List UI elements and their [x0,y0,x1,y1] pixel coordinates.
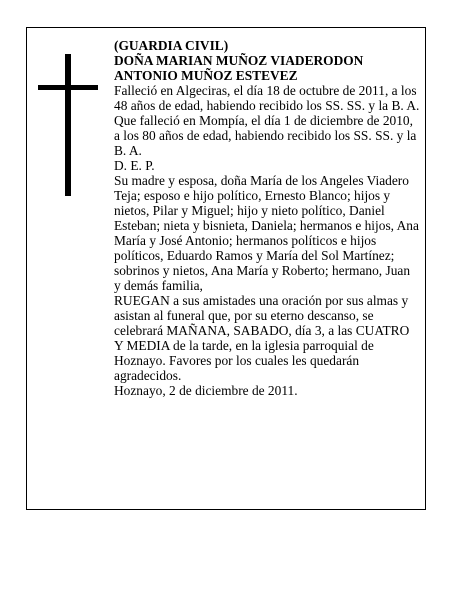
family-paragraph: Su madre y esposa, doña María de los Angeles Viadero Teja; esposo e hijo político, Ernesto Blanco; hijos y nietos, Pilar y Miguel; hijo y nieto político, Daniel Esteban; nieta y bisnieta, Daniela; hermanos e hijos, Ana María y José Antonio; hermanos políticos e hijos políticos, Eduardo Ramos y María del Sol Martínez; sobrinos y nietos, Ana María y Roberto; hermano, Juan y demás familia, [114,173,419,293]
rip-line: D. E. P. [114,158,155,173]
death-notice-1: Falleció en Algeciras, el día 18 de octubre de 2011, a los 48 años de edad, habiendo recibido los SS. SS. y la B. A. [114,83,420,113]
notice-text [114,38,420,398]
place-date-line: Hoznayo, 2 de diciembre de 2011. [114,383,298,398]
organization-line: (GUARDIA CIVIL) [114,38,229,53]
deceased-name-1: DOÑA MARIAN MUÑOZ VIADERODON [114,53,364,68]
deceased-name-2: ANTONIO MUÑOZ ESTEVEZ [114,68,298,83]
cross-vertical-bar [65,54,71,196]
cross-horizontal-bar [38,85,98,90]
death-notice-2: Que falleció en Mompía, el día 1 de diciembre de 2010, a los 80 años de edad, habiendo recibido los SS. SS. y la B. A. [114,113,417,158]
cross-icon [38,54,98,196]
funeral-request-paragraph: RUEGAN a sus amistades una oración por sus almas y asistan al funeral que, por su eterno descanso, se celebrará MAÑANA, SABADO, día 3, a las CUATRO Y MEDIA de la tarde, en la iglesia parroquial de Hoznayo. Favores por los cuales les quedarán agradecidos. [114,293,410,383]
